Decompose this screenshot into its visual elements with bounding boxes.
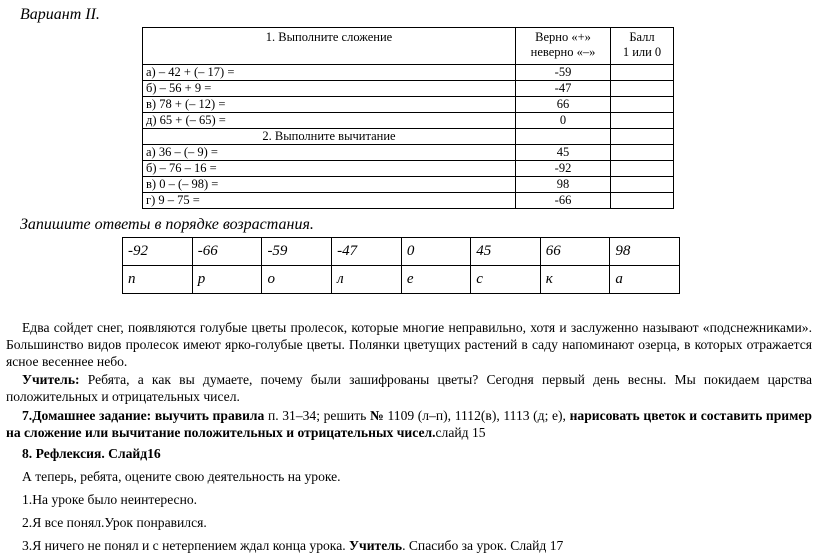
table-header-row (143, 28, 674, 65)
answer: -47 (516, 81, 611, 97)
table-row (143, 113, 674, 129)
answer: -66 (516, 193, 611, 209)
reflection-heading: 8. Рефлексия. Слайд16 (22, 446, 161, 461)
score-cell (611, 81, 674, 97)
letter-cell: л (332, 266, 402, 294)
table-row (143, 193, 674, 209)
header-answer (516, 28, 611, 65)
evaluate-text: А теперь, ребята, оцените свою деятельность на уроке. (22, 469, 341, 484)
flowers-text: Едва сойдет снег, появляются голубые цветы пролесок, которые многие неправильно, хотя и заслуженно называют «подснежниками». Большинство видов пролесок имеют ярко-голубые цветы. Полянки цветущих растений в саду напоминают озерца, в которых отражается ясное весеннее небо. (6, 320, 812, 369)
number-cell: -92 (123, 238, 193, 266)
table-row (143, 65, 674, 81)
option-3-line (6, 537, 812, 554)
answer: 98 (516, 177, 611, 193)
paragraph-flowers (6, 319, 812, 370)
answer: 45 (516, 145, 611, 161)
header-score-line2: 1 или 0 (622, 45, 662, 59)
paragraph-homework (6, 407, 812, 441)
option-1-text: 1.На уроке было неинтересно. (22, 492, 198, 507)
answer: 66 (516, 97, 611, 113)
table-row (143, 145, 674, 161)
score-cell (611, 161, 674, 177)
expression: г) 9 – 75 = (143, 193, 516, 209)
header-score-line1: Балл (629, 30, 655, 44)
score-cell (611, 97, 674, 113)
expression: в) 78 + (– 12) = (143, 97, 516, 113)
numbers-row (123, 238, 680, 266)
option-2-text: 2.Я все понял.Урок понравился. (22, 515, 207, 530)
reflection-heading-line (6, 445, 812, 462)
paragraph-evaluate (6, 468, 812, 485)
answer: -59 (516, 65, 611, 81)
section-row (143, 129, 674, 145)
score-cell (611, 177, 674, 193)
number-cell: 0 (401, 238, 470, 266)
homework-text (6, 407, 812, 441)
letter-cell: а (610, 266, 680, 294)
answer: -92 (516, 161, 611, 177)
number-cell: 45 (471, 238, 541, 266)
score-cell (611, 65, 674, 81)
instruction-text: Запишите ответы в порядке возрастания. (20, 216, 314, 233)
homework-text-3: слайд 15 (435, 425, 486, 440)
letter-cell: р (192, 266, 262, 294)
score-cell (611, 145, 674, 161)
option-3-text: 3.Я ничего не понял и с нетерпением ждал конца урока. (22, 538, 350, 553)
header-task: 1. Выполните сложение (143, 28, 516, 65)
homework-label: 7.Домашнее задание: выучить правила (22, 408, 265, 423)
number-cell: -47 (332, 238, 402, 266)
exercise-table (142, 27, 674, 209)
letters-row (123, 266, 680, 294)
section-title: 2. Выполните вычитание (143, 129, 516, 145)
header-answer-line2: неверно «–» (530, 45, 596, 59)
thanks-text: . Спасибо за урок. Слайд 17 (402, 538, 564, 553)
score-cell (611, 113, 674, 129)
expression: а) 36 – (– 9) = (143, 145, 516, 161)
answer (516, 129, 611, 145)
homework-bold-3: нарисовать цветок и составить пример на сложение или вычитание положительных и отрицательных чисел. (6, 408, 812, 440)
score-cell (611, 193, 674, 209)
letter-cell: с (471, 266, 541, 294)
header-answer-line1: Верно «+» (535, 30, 591, 44)
expression: б) – 56 + 9 = (143, 81, 516, 97)
number-cell: -59 (262, 238, 332, 266)
teacher-label: Учитель: (22, 372, 80, 387)
homework-text-1: п. 31–34; решить (264, 408, 370, 423)
table-row (143, 81, 674, 97)
expression: б) – 76 – 16 = (143, 161, 516, 177)
expression: а) – 42 + (– 17) = (143, 65, 516, 81)
teacher-label-2: Учитель (349, 538, 403, 553)
letter-cell: к (540, 266, 610, 294)
letter-cell: п (123, 266, 193, 294)
table-row (143, 161, 674, 177)
header-score (611, 28, 674, 65)
homework-bold-2: № (369, 408, 384, 423)
number-cell: -66 (192, 238, 262, 266)
cipher-table (122, 237, 680, 294)
number-cell: 98 (610, 238, 680, 266)
letter-cell: е (401, 266, 470, 294)
score-cell (611, 129, 674, 145)
teacher-question (6, 371, 812, 405)
homework-text-2: 1109 (л–п), 1112(в), 1113 (д; е), (383, 408, 570, 423)
option-3 (6, 537, 812, 554)
option-2 (6, 514, 812, 531)
option-1 (6, 491, 812, 508)
answer: 0 (516, 113, 611, 129)
letter-cell: о (262, 266, 332, 294)
expression: д) 65 + (– 65) = (143, 113, 516, 129)
teacher-text: Ребята, а как вы думаете, почему были зашифрованы цветы? Сегодня первый день весны. Мы покидаем царства положительных и отрицательных чисел. (6, 372, 812, 404)
expression: в) 0 – (– 98) = (143, 177, 516, 193)
table-row (143, 177, 674, 193)
number-cell: 66 (540, 238, 610, 266)
paragraph-teacher (6, 371, 812, 405)
variant-title: Вариант II. (20, 6, 100, 23)
heading-reflection (6, 445, 812, 462)
table-row (143, 97, 674, 113)
